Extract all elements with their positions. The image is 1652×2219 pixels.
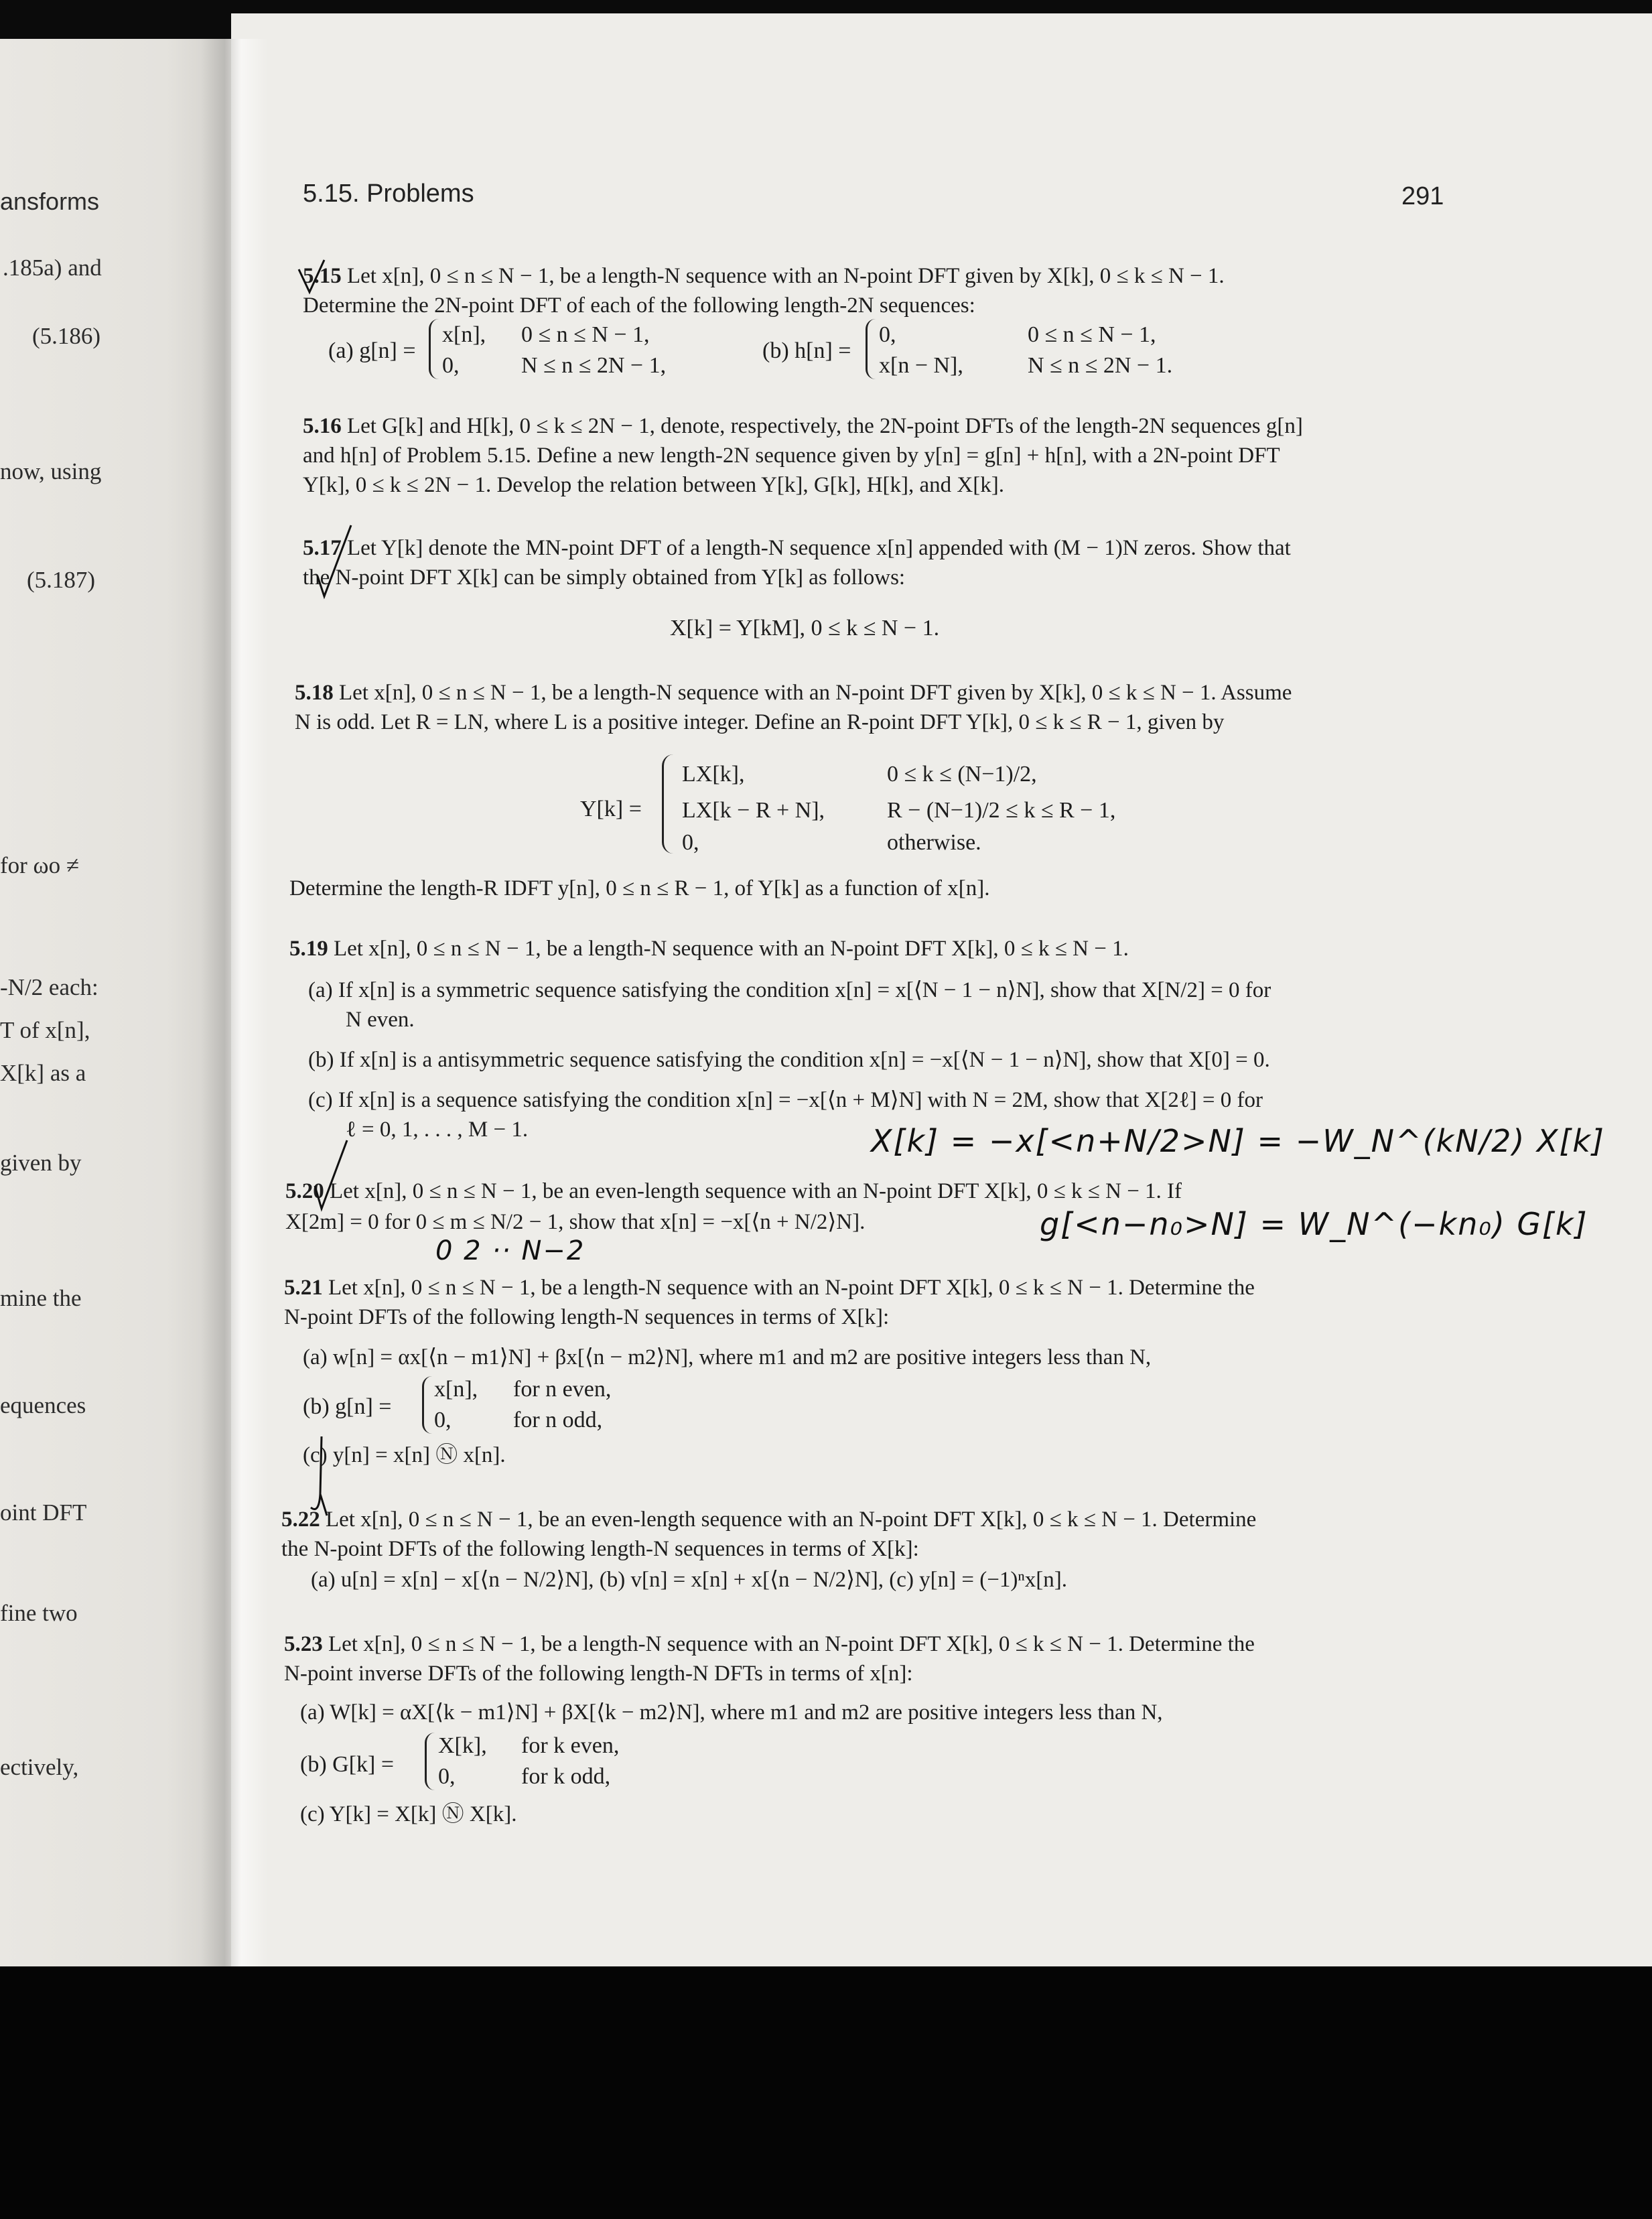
problem-number: 5.21: [284, 1276, 323, 1300]
left-page-line: (5.186): [32, 323, 101, 349]
problem-text: Let x[n], 0 ≤ n ≤ N − 1, be a length-N sequence with an N-point DFT X[k], 0 ≤ k ≤ N − 1. Determine the: [328, 1276, 1255, 1300]
eq-case: 0,: [682, 830, 699, 855]
left-page-line: (5.187): [27, 567, 96, 593]
left-page-line: now, using: [0, 458, 102, 484]
brace: [429, 319, 439, 379]
problem-text: Let x[n], 0 ≤ n ≤ N − 1, be a length-N sequence with an N-point DFT X[k], 0 ≤ k ≤ N − 1. Determine the: [328, 1632, 1255, 1656]
problem-text: and h[n] of Problem 5.15. Define a new length-2N sequence given by y[n] = g[n] + h[n], with a 2N-point DFT: [303, 444, 1280, 468]
problem-number: 5.15: [303, 264, 342, 288]
eq-cond: 0 ≤ n ≤ N − 1,: [521, 322, 650, 347]
problem-text: Let x[n], 0 ≤ n ≤ N − 1, be a length-N sequence with an N-point DFT given by X[k], 0 ≤ k ≤ N − 1. Assume: [339, 681, 1292, 705]
problem-number: 5.17: [303, 536, 342, 560]
eq-case: x[n],: [442, 322, 486, 347]
problem-text: ℓ = 0, 1, . . . , M − 1.: [346, 1118, 529, 1142]
brace: [866, 319, 876, 379]
left-page-line: X[k] as a: [0, 1060, 86, 1086]
eq-cond: otherwise.: [887, 830, 981, 855]
left-page-line: .185a) and: [3, 255, 102, 281]
eq-cond: 0 ≤ n ≤ N − 1,: [1028, 322, 1156, 347]
problem-text: Let x[n], 0 ≤ n ≤ N − 1, be a length-N sequence with an N-point DFT given by X[k], 0 ≤ k ≤ N − 1.: [347, 264, 1225, 288]
scan-background: [0, 1966, 1652, 2219]
eq-cond: for k even,: [521, 1733, 620, 1758]
brace: [422, 1376, 432, 1434]
eq-cond: R − (N−1)/2 ≤ k ≤ R − 1,: [887, 798, 1116, 823]
eq-cond: for n even,: [513, 1377, 612, 1402]
eq-cond: for k odd,: [521, 1764, 611, 1789]
eq-case: 0,: [434, 1408, 452, 1432]
page-number: 291: [1401, 182, 1444, 210]
left-page-line: -N/2 each:: [0, 974, 98, 1000]
eq-cond: N ≤ n ≤ 2N − 1,: [521, 353, 667, 378]
problem-text: the N-point DFTs of the following length-N sequences in terms of X[k]:: [281, 1537, 919, 1561]
problem-number: 5.22: [281, 1507, 320, 1532]
problem-number: 5.16: [303, 414, 342, 438]
eq-case: 0,: [442, 353, 460, 378]
eq-case: LX[k − R + N],: [682, 798, 825, 823]
problem-5-19: [289, 934, 1129, 963]
problem-text: Let Y[k] denote the MN-point DFT of a length-N sequence x[n] appended with (M − 1)N zeros. Show that: [347, 536, 1291, 560]
problem-text: N-point DFTs of the following length-N sequences in terms of X[k]:: [284, 1305, 890, 1329]
problem-5-22: [281, 1505, 1256, 1534]
checkmark-icon: [312, 1139, 352, 1219]
problem-text: (c) y[n] = x[n] Ⓝ x[n].: [303, 1443, 506, 1467]
eq-cond: 0 ≤ k ≤ (N−1)/2,: [887, 762, 1037, 787]
left-page-line: oint DFT: [0, 1499, 87, 1526]
checkmark-icon: [308, 1434, 348, 1521]
problem-number: 5.19: [289, 937, 328, 961]
eq-label: (b) G[k] =: [300, 1752, 395, 1777]
eq-case: 0,: [438, 1764, 456, 1789]
checkmark-icon: [315, 523, 355, 603]
left-page-line: equences: [0, 1392, 86, 1418]
left-page-line: given by: [0, 1150, 82, 1176]
problem-number: 5.20: [285, 1179, 324, 1203]
problem-text: (b) If x[n] is a antisymmetric sequence satisfying the condition x[n] = −x[⟨N − 1 − n⟩N], show that X[0] = 0.: [308, 1048, 1270, 1072]
problem-text: Y[k], 0 ≤ k ≤ 2N − 1. Develop the relation between Y[k], G[k], H[k], and X[k].: [303, 473, 1004, 497]
eq-cond: N ≤ n ≤ 2N − 1.: [1028, 353, 1173, 378]
eq-label: (b) h[n] =: [762, 338, 851, 363]
problem-number: 5.23: [284, 1632, 323, 1656]
problem-text: N is odd. Let R = LN, where L is a positive integer. Define an R-point DFT Y[k], 0 ≤ k ≤ R − 1, given by: [295, 710, 1225, 734]
problem-text: Let x[n], 0 ≤ n ≤ N − 1, be an even-length sequence with an N-point DFT X[k], 0 ≤ k ≤ N − 1. Determine: [326, 1507, 1257, 1532]
left-page-line: ectively,: [0, 1754, 79, 1780]
eq-label: (b) g[n] =: [303, 1394, 392, 1419]
eq-case: LX[k],: [682, 762, 745, 787]
problem-text: (a) If x[n] is a symmetric sequence satisfying the condition x[n] = x[⟨N − 1 − n⟩N], show that X[N/2] = 0 for: [308, 978, 1271, 1002]
eq-case: x[n],: [434, 1377, 478, 1402]
problem-text: Determine the 2N-point DFT of each of the following length-2N sequences:: [303, 293, 975, 318]
left-page-line: fine two: [0, 1600, 78, 1626]
problem-text: (a) u[n] = x[n] − x[⟨n − N/2⟩N], (b) v[n] = x[n] + x[⟨n − N/2⟩N], (c) y[n] = (−1)ⁿx[n].: [311, 1568, 1067, 1592]
left-page-line: mine the: [0, 1285, 82, 1311]
handwritten-note: 0 2 ·· N−2: [435, 1235, 586, 1266]
problem-text: Let x[n], 0 ≤ n ≤ N − 1, be a length-N sequence with an N-point DFT X[k], 0 ≤ k ≤ N − 1.: [334, 937, 1129, 961]
eq-label: (a) g[n] =: [328, 338, 416, 363]
problem-5-18: [295, 678, 1292, 708]
problem-text: (a) W[k] = αX[⟨k − m1⟩N] + βX[⟨k − m2⟩N], where m1 and m2 are positive integers less than N,: [300, 1700, 1163, 1725]
handwritten-note: g[<n−n₀>N] = W_N^(−kn₀) G[k]: [1040, 1206, 1588, 1242]
eq-case: 0,: [879, 322, 896, 347]
problem-5-17: [303, 533, 1291, 563]
problem-text: (c) If x[n] is a sequence satisfying the condition x[n] = −x[⟨n + M⟩N] with N = 2M, show that X[2ℓ] = 0 for: [308, 1088, 1263, 1112]
section-header: 5.15. Problems: [303, 180, 474, 208]
checkmark-icon: [295, 257, 328, 297]
problem-text: the N-point DFT X[k] can be simply obtained from Y[k] as follows:: [303, 565, 906, 590]
problem-text: N even.: [346, 1008, 415, 1032]
problem-text: Determine the length-R IDFT y[n], 0 ≤ n ≤ R − 1, of Y[k] as a function of x[n].: [289, 876, 990, 900]
problem-text: X[2m] = 0 for 0 ≤ m ≤ N/2 − 1, show that x[n] = −x[⟨n + N/2⟩N].: [285, 1210, 866, 1234]
problem-text: Let x[n], 0 ≤ n ≤ N − 1, be an even-length sequence with an N-point DFT X[k], 0 ≤ k ≤ N − 1. If: [330, 1179, 1182, 1203]
eq-label: Y[k] =: [580, 797, 642, 821]
problem-5-16: [303, 411, 1303, 441]
problem-text: (a) w[n] = αx[⟨n − m1⟩N] + βx[⟨n − m2⟩N], where m1 and m2 are positive integers less than N,: [303, 1345, 1152, 1369]
brace: [425, 1733, 435, 1790]
problem-text: Let G[k] and H[k], 0 ≤ k ≤ 2N − 1, denote, respectively, the 2N-point DFTs of the length-2N sequences g[n]: [347, 414, 1303, 438]
problem-5-23: [284, 1629, 1255, 1659]
left-page-line: T of x[n],: [0, 1017, 90, 1043]
handwritten-note: X[k] = −x[<n+N/2>N] = −W_N^(kN/2) X[k]: [871, 1123, 1605, 1159]
eq-cond: for n odd,: [513, 1408, 603, 1432]
page-gutter: [201, 39, 268, 1968]
problem-5-15: [303, 261, 1225, 291]
brace: [662, 754, 673, 854]
eq-case: x[n − N],: [879, 353, 963, 378]
left-page-line: for ωo ≠: [0, 852, 80, 878]
problem-number: 5.18: [295, 681, 334, 705]
left-page-line: ansforms: [0, 188, 100, 215]
problem-text: (c) Y[k] = X[k] Ⓝ X[k].: [300, 1802, 517, 1826]
centered-equation: X[k] = Y[kM], 0 ≤ k ≤ N − 1.: [670, 616, 940, 641]
problem-text: N-point inverse DFTs of the following length-N DFTs in terms of x[n]:: [284, 1662, 913, 1686]
problem-5-21: [284, 1273, 1255, 1302]
problem-5-20: [285, 1176, 1182, 1206]
eq-case: X[k],: [438, 1733, 487, 1758]
